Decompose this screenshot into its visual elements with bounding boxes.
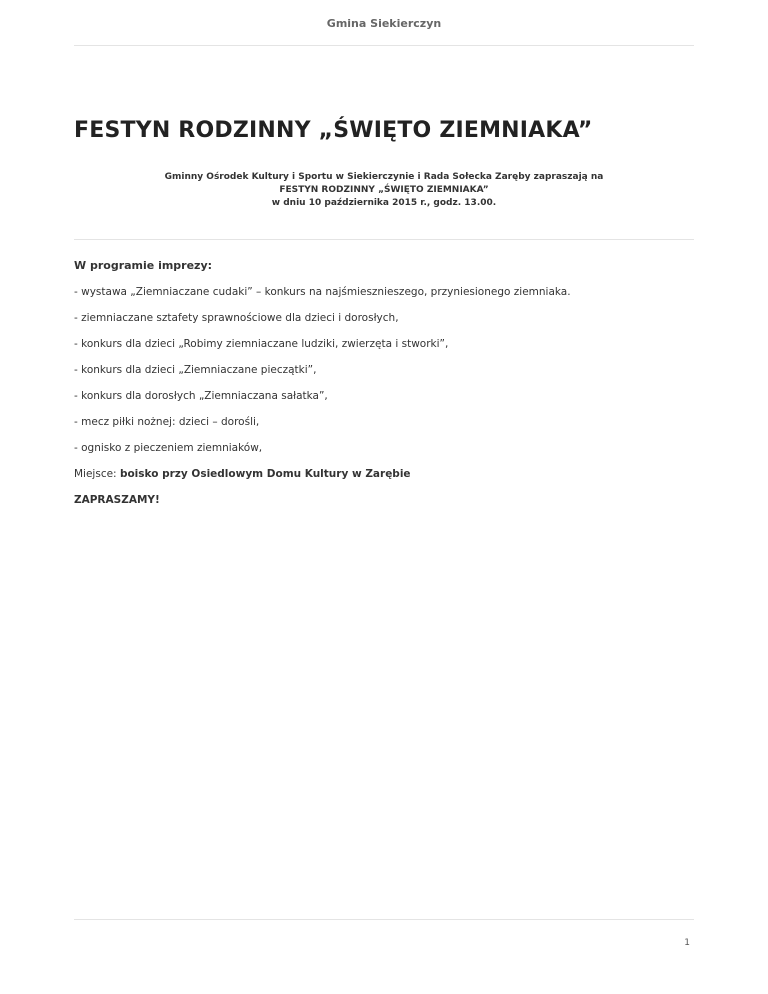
program-item: - konkurs dla dorosłych „Ziemniaczana sałatka”, bbox=[74, 390, 328, 402]
event-place bbox=[74, 467, 694, 493]
header-divider bbox=[74, 45, 694, 46]
intro-line-event-name: FESTYN RODZINNY „ŚWIĘTO ZIEMNIAKA” bbox=[279, 185, 489, 195]
program-heading: W programie imprezy: bbox=[74, 259, 213, 272]
content-divider bbox=[74, 239, 694, 240]
program-item: - konkurs dla dzieci „Robimy ziemniaczane ludziki, zwierzęta i stworki”, bbox=[74, 338, 449, 350]
footer-divider bbox=[74, 919, 694, 920]
program-item: - wystawa „Ziemniaczane cudaki” – konkurs na najśmiesznieszego, przyniesionego ziemniaka. bbox=[74, 286, 571, 298]
place-value: boisko przy Osiedlowym Domu Kultury w Zarębie bbox=[119, 468, 411, 480]
closing-invitation: ZAPRASZAMY! bbox=[74, 494, 160, 506]
page-number: 1 bbox=[684, 938, 690, 948]
program-item: - konkurs dla dzieci „Ziemniaczane pieczątki”, bbox=[74, 364, 317, 376]
program-item: - ziemniaczane sztafety sprawnościowe dla dzieci i dorosłych, bbox=[74, 312, 399, 324]
program-list bbox=[74, 285, 694, 467]
intro-line-date: w dniu 10 października 2015 r., godz. 13.00. bbox=[271, 198, 497, 208]
article-body bbox=[74, 259, 694, 507]
site-name: Gmina Siekierczyn bbox=[326, 17, 442, 30]
program-item: - ognisko z pieczeniem ziemniaków, bbox=[74, 442, 263, 454]
intro-line-organizers: Gminny Ośrodek Kultury i Sportu w Siekierczynie i Rada Sołecka Zaręby zapraszają na bbox=[164, 172, 604, 182]
intro-block bbox=[74, 171, 694, 210]
program-item: - mecz piłki nożnej: dzieci – dorośli, bbox=[74, 416, 260, 428]
place-label: Miejsce: bbox=[74, 468, 120, 480]
page-title: FESTYN RODZINNY „ŚWIĘTO ZIEMNIAKA” bbox=[74, 118, 593, 143]
